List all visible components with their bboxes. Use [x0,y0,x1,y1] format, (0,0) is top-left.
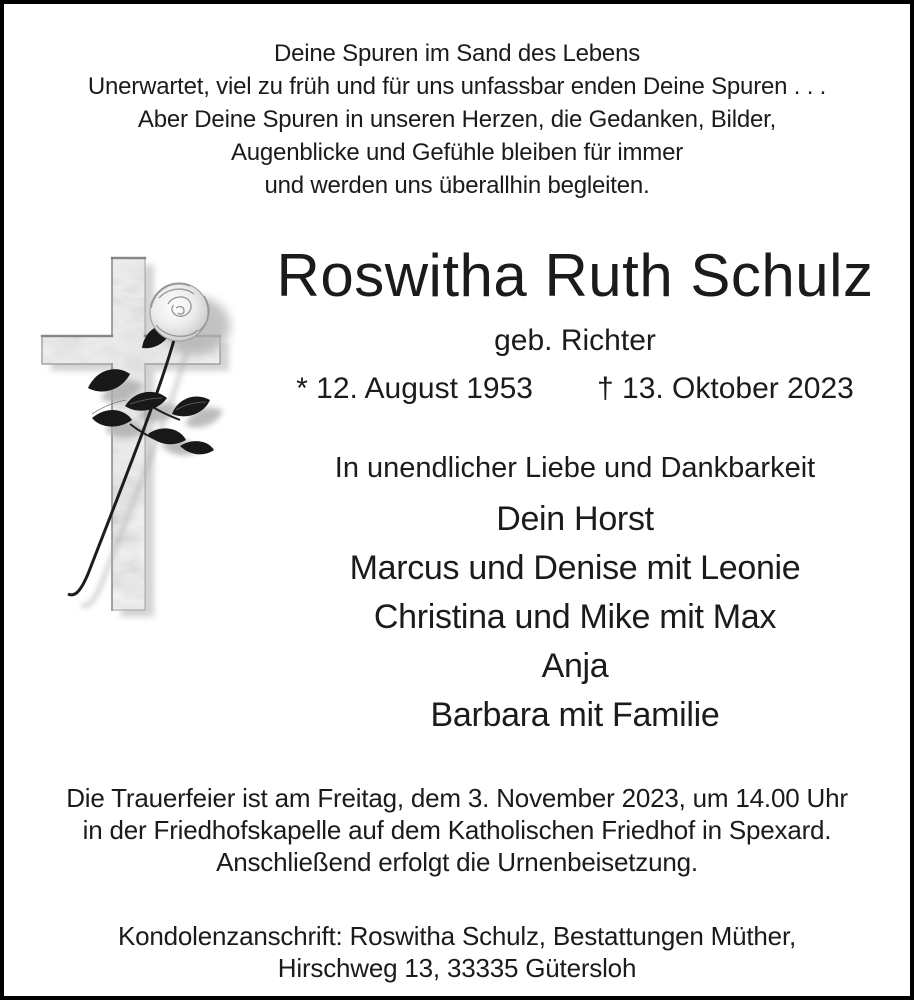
funeral-line: Die Trauerfeier ist am Freitag, dem 3. November 2023, um 14.00 Uhr [66,783,848,813]
poem-line: Unerwartet, viel zu früh und für uns unfassbar enden Deine Spuren . . . [87,73,827,100]
birth-date: * 12. August 1953 [296,372,533,405]
funeral-line: Anschließend erfolgt die Urnenbeisetzung. [216,847,698,877]
funeral-info [4,782,910,878]
mourner-list [252,495,898,740]
mourner-item: Marcus und Denise mit Leonie [349,549,801,587]
condolence-info [4,920,910,984]
mourner-item: Anja [541,647,609,685]
condolence-line: Hirschweg 13, 33335 Gütersloh [277,953,637,983]
cross-rose-image [30,256,248,726]
condolence-line: Kondolenzanschrift: Roswitha Schulz, Bestattungen Müther, [118,921,796,951]
marble-cross-icon [30,256,248,726]
poem-line: und werden uns überallhin begleiten. [264,172,650,199]
death-date: † 13. Oktober 2023 [597,372,854,405]
poem-line: Deine Spuren im Sand des Lebens [273,40,641,67]
mourner-item: Dein Horst [496,500,654,538]
funeral-line: in der Friedhofskapelle auf dem Katholischen Friedhof in Spexard. [82,815,832,845]
maiden-name: geb. Richter [494,324,656,357]
deceased-name: Roswitha Ruth Schulz [276,242,874,309]
announcement-column [252,242,898,740]
tribute-line: In unendlicher Liebe und Dankbarkeit [334,452,816,484]
mourner-item: Christina und Mike mit Max [373,598,777,636]
rose-icon [150,283,209,341]
poem-line: Aber Deine Spuren in unseren Herzen, die Gedanken, Bilder, [137,106,777,133]
poem-line: Augenblicke und Gefühle bleiben für immer [230,139,684,166]
life-dates [252,374,898,404]
memorial-section [4,242,910,746]
memorial-poem [4,37,910,202]
mourner-item: Barbara mit Familie [430,696,720,734]
